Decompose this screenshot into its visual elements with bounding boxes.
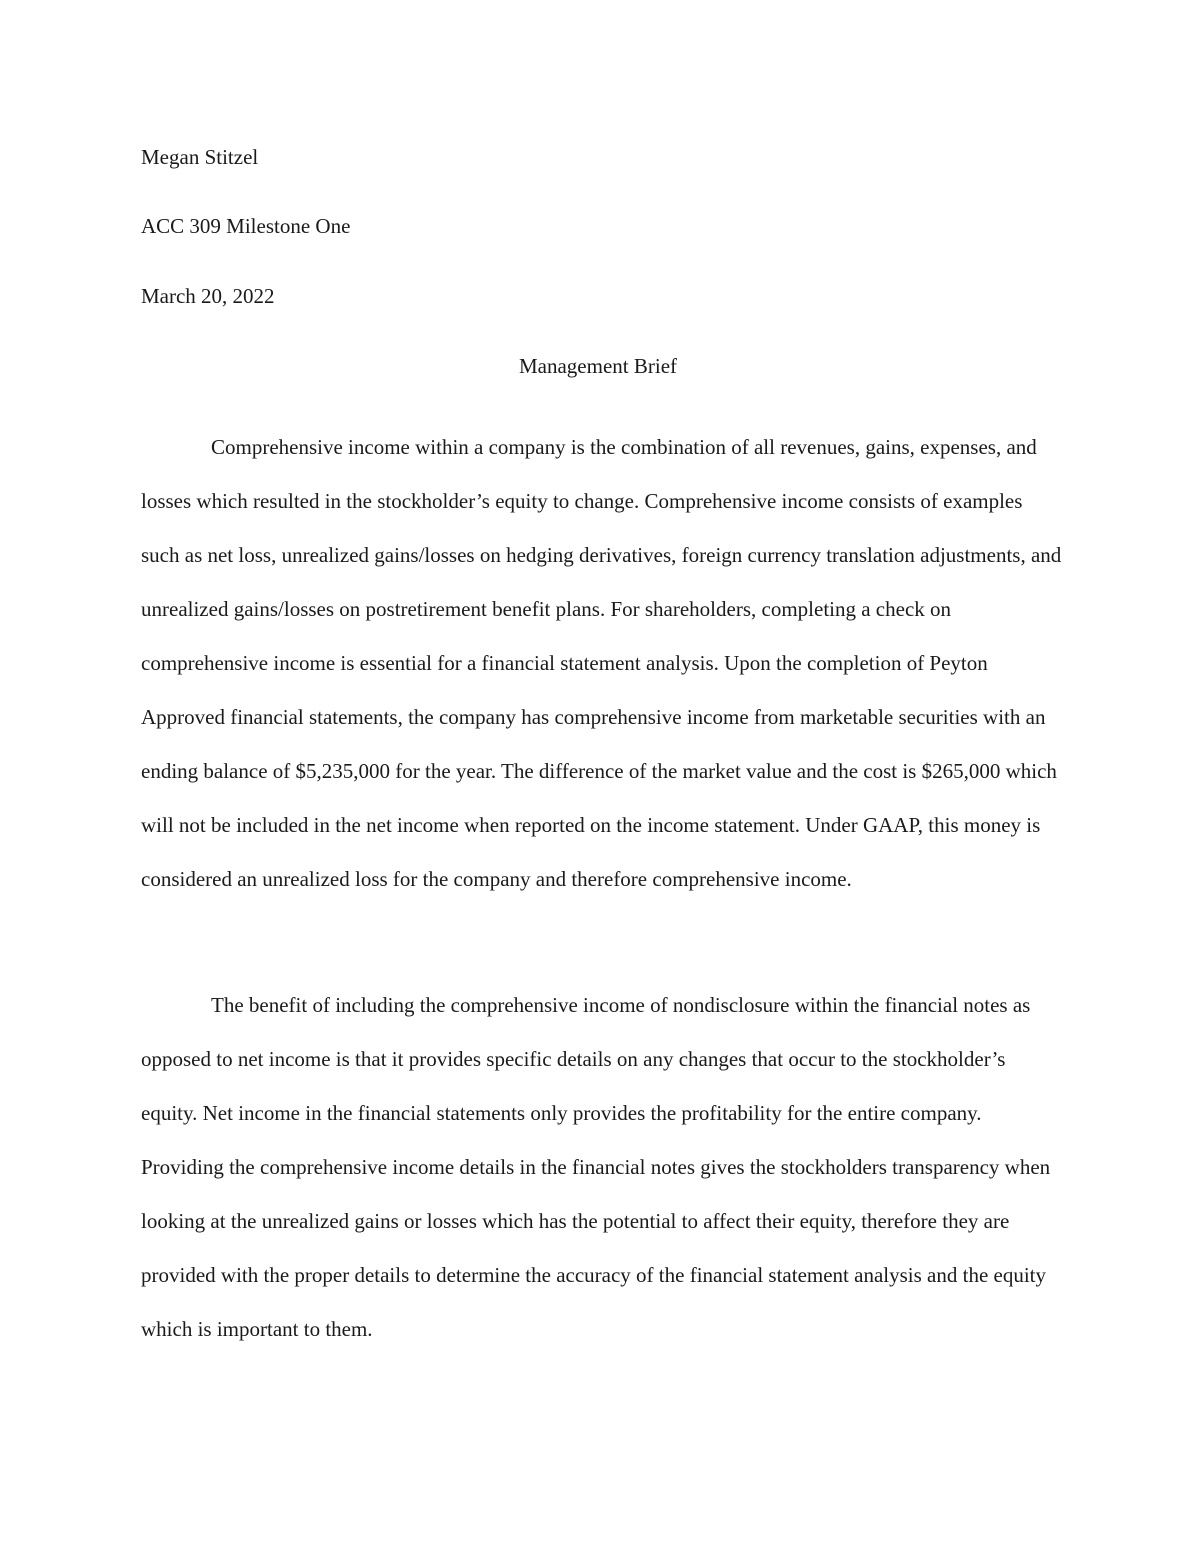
document-title: Management Brief xyxy=(518,354,678,378)
document-date: March 20, 2022 xyxy=(141,284,275,308)
course-name: ACC 309 Milestone One xyxy=(141,214,351,238)
paragraph-2: The benefit of including the comprehensive income of nondisclosure within the financial notes as opposed to net income is that it provides specific details on any changes that occur to the stockholder’s equity. Net income in the financial statements only provides the profitability for the entire company. Providing the comprehensive income details in the financial notes gives the stockholders transparency when looking at the unrealized gains or losses which has the potential to affect their equity, therefore they are provided with the proper details to determine the accuracy of the financial statement analysis and the equity which is important to them. xyxy=(141,993,1051,1341)
author-name: Megan Stitzel xyxy=(141,145,259,169)
paragraph-1: Comprehensive income within a company is the combination of all revenues, gains, expenses, and losses which resulted in the stockholder’s equity to change. Comprehensive income consists of examples such as net loss, unrealized gains/losses on hedging derivatives, foreign currency translation adjustments, and unrealized gains/losses on postretirement benefit plans. For shareholders, completing a check on comprehensive income is essential for a financial statement analysis. Upon the completion of Peyton Approved financial statements, the company has comprehensive income from marketable securities with an ending balance of $5,235,000 for the year. The difference of the market value and the cost is $265,000 which will not be included in the net income when reported on the income statement. Under GAAP, this money is considered an unrealized loss for the company and therefore comprehensive income. xyxy=(141,435,1062,891)
